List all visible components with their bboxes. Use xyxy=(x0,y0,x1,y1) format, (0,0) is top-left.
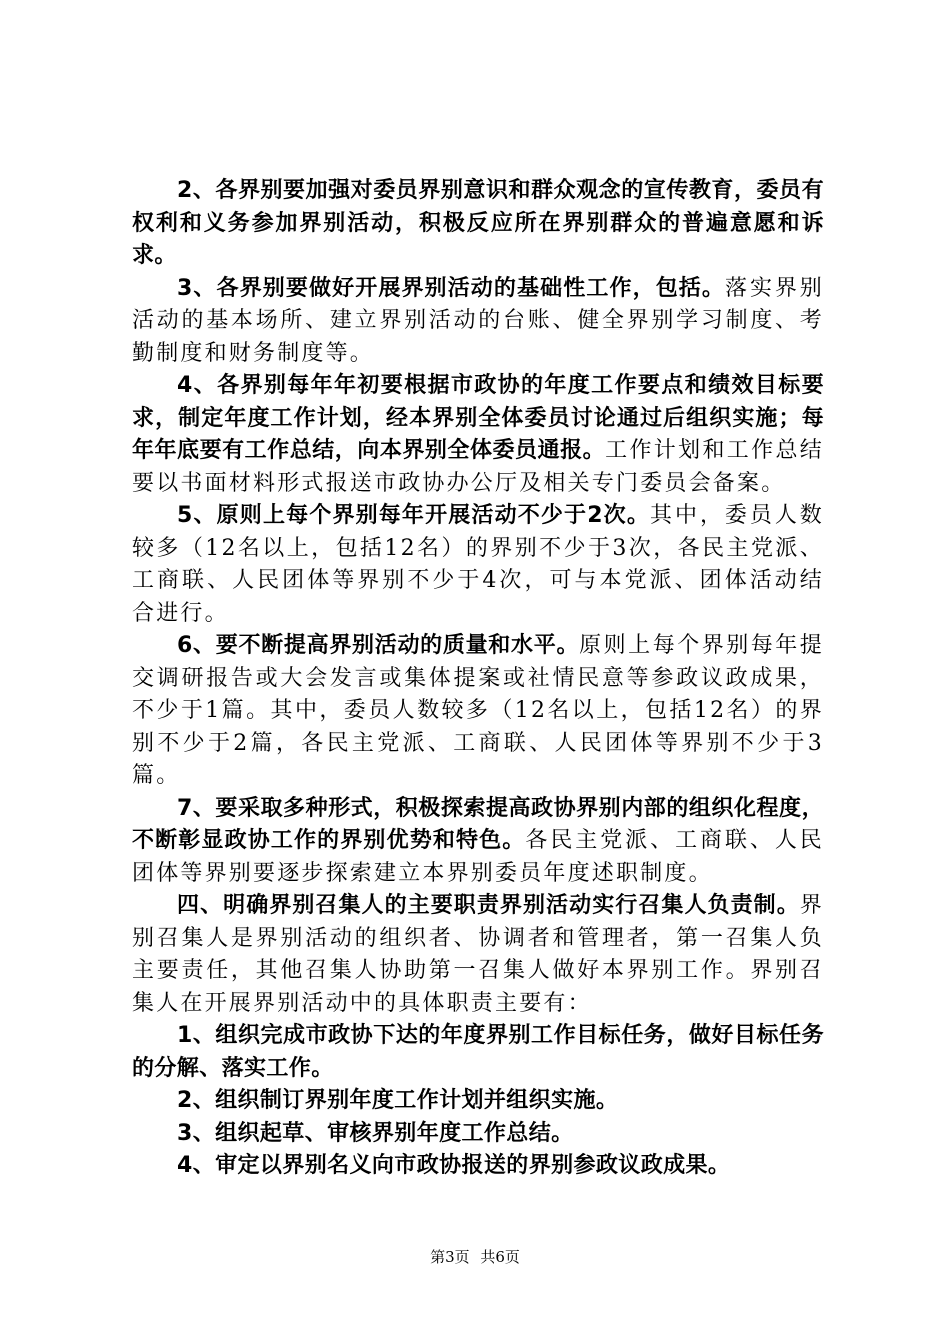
section-four-heading-paragraph xyxy=(132,890,824,1020)
paragraph-item-2 xyxy=(132,175,824,273)
paragraph-text: 工作计划和工作总结要以书面材料形式报送市政协办公厅及相关专门委员会备案。 xyxy=(132,438,824,496)
paragraph-emphasis: 5、原则上每个界别每年开展活动不少于2次。 xyxy=(177,503,651,528)
paragraph-item-3 xyxy=(132,273,824,371)
duty-item-4 xyxy=(132,1150,824,1183)
paragraph-item-4 xyxy=(132,370,824,500)
paragraph-item-5 xyxy=(132,500,824,630)
page-total: 共6页 xyxy=(480,1248,520,1266)
paragraph-emphasis: 6、要不断提高界别活动的质量和水平。 xyxy=(177,633,580,658)
paragraph-emphasis: 4、审定以界别名义向市政协报送的界别参政议政成果。 xyxy=(177,1153,731,1178)
paragraph-text: 各民主党派、工商联、人民团体等界别要逐步探索建立本界别委员年度述职制度。 xyxy=(132,828,824,886)
paragraph-text: 其中，委员人数较多（12名以上，包括12名）的界别不少于3次，各民主党派、工商联、人民团体等界别不少于4次，可与本党派、团体活动结合进行。 xyxy=(132,503,824,626)
paragraph-emphasis: 2、组织制订界别年度工作计划并组织实施。 xyxy=(177,1088,619,1113)
duty-item-3 xyxy=(132,1118,824,1151)
paragraph-emphasis: 4、各界别每年年初要根据市政协的年度工作要点和绩效目标要求，制定年度工作计划，经本界别全体委员讨论通过后组织实施；每年年底要有工作总结，向本界别全体委员通报。 xyxy=(132,373,824,463)
paragraph-emphasis: 3、各界别要做好开展界别活动的基础性工作，包括。 xyxy=(177,275,726,301)
duty-item-2 xyxy=(132,1085,824,1118)
paragraph-emphasis: 3、组织起草、审核界别年度工作总结。 xyxy=(177,1120,574,1146)
duty-item-1 xyxy=(132,1020,824,1085)
paragraph-emphasis: 7、要采取多种形式，积极探索提高政协界别内部的组织化程度，不断彰显政协工作的界别优势和特色。 xyxy=(132,795,824,853)
paragraph-emphasis: 2、各界别要加强对委员界别意识和群众观念的宣传教育，委员有权利和义务参加界别活动，积极反应所在界别群众的普遍意愿和诉求。 xyxy=(132,178,824,268)
paragraph-text: 原则上每个界别每年提交调研报告或大会发言或集体提案或社情民意等参政议政成果，不少于1篇。其中，委员人数较多（12名以上，包括12名）的界别不少于2篇，各民主党派、工商联、人民团体等界别不少于3篇。 xyxy=(132,633,824,788)
paragraph-text: 界别召集人是界别活动的组织者、协调者和管理者，第一召集人负主要责任，其他召集人协助第一召集人做好本界别工作。界别召集人在开展界别活动中的具体职责主要有： xyxy=(132,893,824,1016)
paragraph-text: 落实界别活动的基本场所、建立界别活动的台账、健全界别学习制度、考勤制度和财务制度等。 xyxy=(132,275,824,366)
page-footer xyxy=(0,1246,950,1267)
paragraph-emphasis: 四、明确界别召集人的主要职责界别活动实行召集人负责制。 xyxy=(177,893,800,918)
paragraph-emphasis: 1、组织完成市政协下达的年度界别工作目标任务，做好目标任务的分解、落实工作。 xyxy=(132,1023,824,1081)
paragraph-item-6 xyxy=(132,630,824,793)
paragraph-item-7 xyxy=(132,793,824,891)
document-body xyxy=(132,175,824,1183)
page-number: 第3页 xyxy=(430,1248,470,1266)
